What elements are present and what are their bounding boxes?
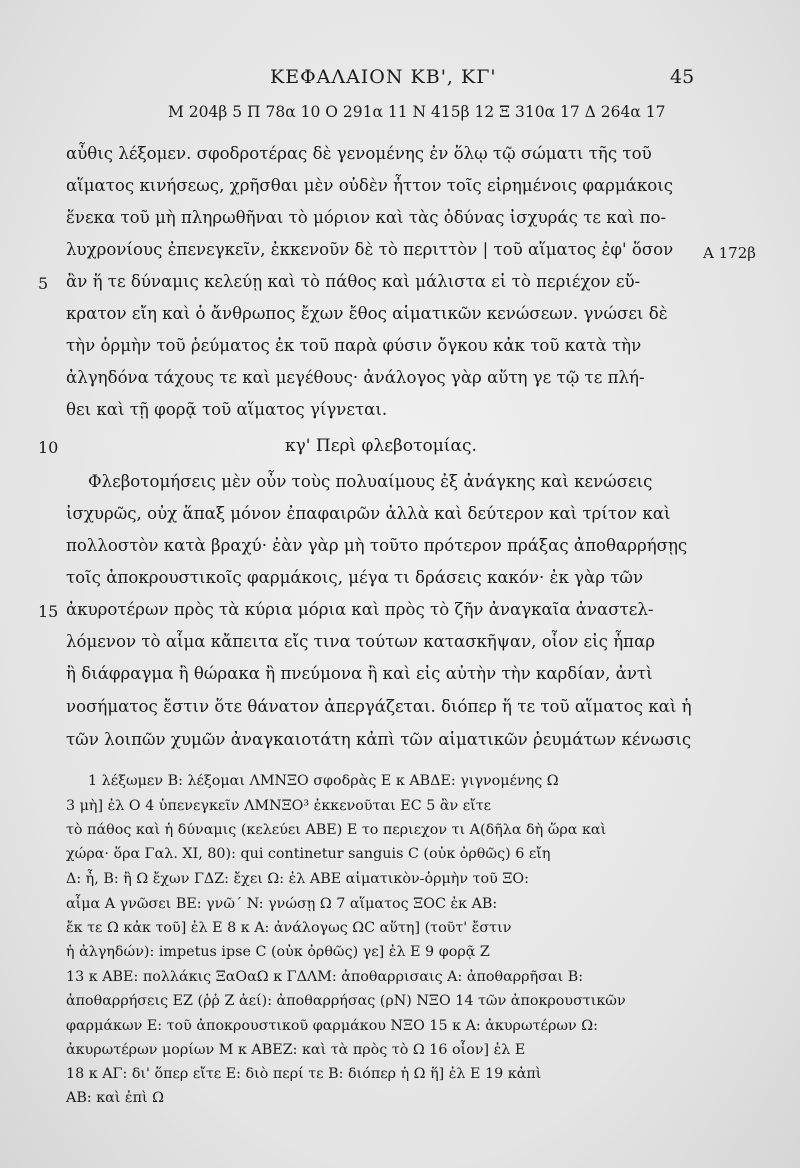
manuscript-references: M 204β 5 Π 78α 10 O 291α 11 N 415β 12 Ξ 310α 17 Δ 264α 17: [168, 103, 666, 121]
text-line: λόμενον τὸ αἷμα κἄπειτα εἴς τινα τούτων κατασκῆψαν, οἷον εἰς ἧπαρ: [66, 632, 656, 651]
apparatus-line: χώρα· ὅρα Γαλ. XI, 80): qui continetur sanguis C (οὐκ ὀρθῶς) 6 εἴη: [66, 846, 551, 862]
apparatus-line: τὸ πάθος καὶ ἡ δύναμις (κελεύει ABE) E το περιεχον τι A(δῆλα δὴ ὥρα καὶ: [66, 822, 607, 838]
apparatus-line: ἡ ἀλγηδών): impetus ipse C (οὐκ ὀρθῶς) γε] ἐλ E 9 φορᾷ Z: [66, 944, 490, 960]
apparatus-line: ἀποθαρρήσεις EZ (ῥῥ Z ἀεί): ἀποθαρρήσας (ρN) ΝΞΟ 14 τῶν ἀποκρουστικῶν: [66, 993, 626, 1009]
page-number: 45: [670, 66, 695, 88]
apparatus-line: ἔκ τε Ω κἀκ τοῦ] ἐλ E 8 κ A: ἀνάλογως ΩC αὕτη] (τοῦτ' ἔστιν: [66, 920, 512, 936]
line-number: 10: [38, 438, 59, 457]
apparatus-line: αἷμα Α γνῶσει BE: γνῶ´ N: γνώσῃ Ω 7 αἵματος ΞΟC ἐκ AB:: [66, 896, 498, 912]
text-line: λυχρονίους ἐπενεγκεῖν, ἐκκενοῦν δὲ τὸ περιττὸν | τοῦ αἵματος ἐφ' ὅσον: [66, 240, 674, 259]
text-line: ἕνεκα τοῦ μὴ πληρωθῆναι τὸ μόριον καὶ τὰς ὀδύνας ἰσχυράς τε καὶ πο-: [66, 208, 667, 227]
text-line: αἵματος κινήσεως, χρῆσθαι μὲν οὐδὲν ἧττον τοῖς εἰρημένοις φαρμάκοις: [66, 176, 674, 195]
text-line: ἀλγηδόνα τάχους τε καὶ μεγέθους· ἀνάλογος γὰρ αὕτη γε τῷ τε πλή-: [66, 368, 645, 387]
apparatus-line: 3 μὴ] ἐλ O 4 ὑπενεγκεῖν ΛΜΝΞΟ³ ἐκκενοῦται EC 5 ἂν εἴτε: [66, 798, 492, 814]
text-line: πολλοστὸν κατὰ βραχύ· ἐὰν γὰρ μὴ τοῦτο πρότερον πράξας ἀποθαρρήσῃς: [66, 536, 688, 555]
text-line: ἀκυροτέρων πρὸς τὰ κύρια μόρια καὶ πρὸς τὸ ζῆν ἀναγκαῖα ἀναστελ-: [66, 600, 654, 619]
apparatus-line: 18 κ ΑΓ: δι' ὅπερ εἴτε E: διὸ περί τε B: διόπερ ἡ Ω ἥ] ἐλ E 19 κἀπὶ: [66, 1066, 542, 1082]
margin-manuscript-ref: A 172β: [703, 244, 756, 262]
text-line: αὖθις λέξομεν. σφοδροτέρας δὲ γενομένης ἐν ὅλῳ τῷ σώματι τῆς τοῦ: [66, 144, 652, 163]
text-line: τὴν ὁρμὴν τοῦ ῥεύματος ἐκ τοῦ παρὰ φύσιν ὄγκου κἀκ τοῦ κατὰ τὴν: [66, 336, 642, 355]
line-number: 5: [38, 274, 49, 293]
text-line: κρατον εἴη καὶ ὁ ἄνθρωπος ἔχων ἔθος αἱματικῶν κενώσεων. γνώσει δὲ: [66, 304, 668, 323]
apparatus-line: 13 κ ABE: πολλάκις ΞαOαΩ κ ΓΔΛΜ: ἀποθαρρισαις A: ἀποθαρρῆσαι B:: [66, 969, 584, 985]
text-line: τοῖς ἀποκρουστικοῖς φαρμάκοις, μέγα τι δράσεις κακόν· ἐκ γὰρ τῶν: [66, 568, 644, 587]
text-line: ἢ διάφραγμα ἢ θώρακα ἢ πνεύμονα ἢ καὶ εἰς αὐτὴν τὴν καρδίαν, ἀντὶ: [66, 664, 653, 683]
text-line: νοσήματος ἔστιν ὅτε θάνατον ἀπεργάζεται. διόπερ ἥ τε τοῦ αἵματος καὶ ἡ: [66, 697, 692, 716]
running-header-title: ΚΕΦΑΛΑΙΟΝ ΚΒ', ΚΓ': [270, 66, 497, 88]
text-line: Φλεβοτομήσεις μὲν οὖν τοὺς πολυαίμους ἐξ ἀνάγκης καὶ κενώσεις: [88, 472, 653, 491]
apparatus-line: ἀκυρωτέρων μορίων M κ ΑΒΕΖ: καὶ τὰ πρὸς τὸ Ω 16 οἷον] ἐλ E: [66, 1042, 526, 1058]
apparatus-line: 1 λέξωμεν B: λέξομαι ΛΜΝΞΟ σφοδρὰς E κ ΑΒΔΕ: γιγνομένης Ω: [88, 773, 559, 789]
apparatus-line: φαρμάκων E: τοῦ ἀποκρουστικοῦ φαρμάκου ΝΞΟ 15 κ Α: ἀκυρωτέρων Ω:: [66, 1018, 598, 1034]
text-line: ἰσχυρῶς, οὐχ ἅπαξ μόνον ἐπαφαιρῶν ἀλλὰ καὶ δεύτερον καὶ τρίτον καὶ: [66, 504, 671, 523]
apparatus-line: Δ: ἦ, B: ἢ Ω ἔχων ΓΔΖ: ἔχει Ω: ἐλ ΑΒΕ αἱματικὸν-ὁρμὴν τοῦ ΞΟ:: [66, 871, 529, 887]
text-line: ἂν ἥ τε δύναμις κελεύῃ καὶ τὸ πάθος καὶ μάλιστα εἰ τὸ περιέχον εὔ-: [66, 272, 641, 291]
section-heading: κγ' Περὶ φλεβοτομίας.: [285, 436, 477, 456]
text-line: τῶν λοιπῶν χυμῶν ἀναγκαιοτάτη κἀπὶ τῶν αἱματικῶν ῥευμάτων κένωσις: [66, 730, 692, 749]
text-line: θει καὶ τῇ φορᾷ τοῦ αἵματος γίγνεται.: [66, 400, 388, 419]
apparatus-line: AB: καὶ ἐπὶ Ω: [66, 1090, 165, 1106]
line-number: 15: [38, 602, 59, 621]
